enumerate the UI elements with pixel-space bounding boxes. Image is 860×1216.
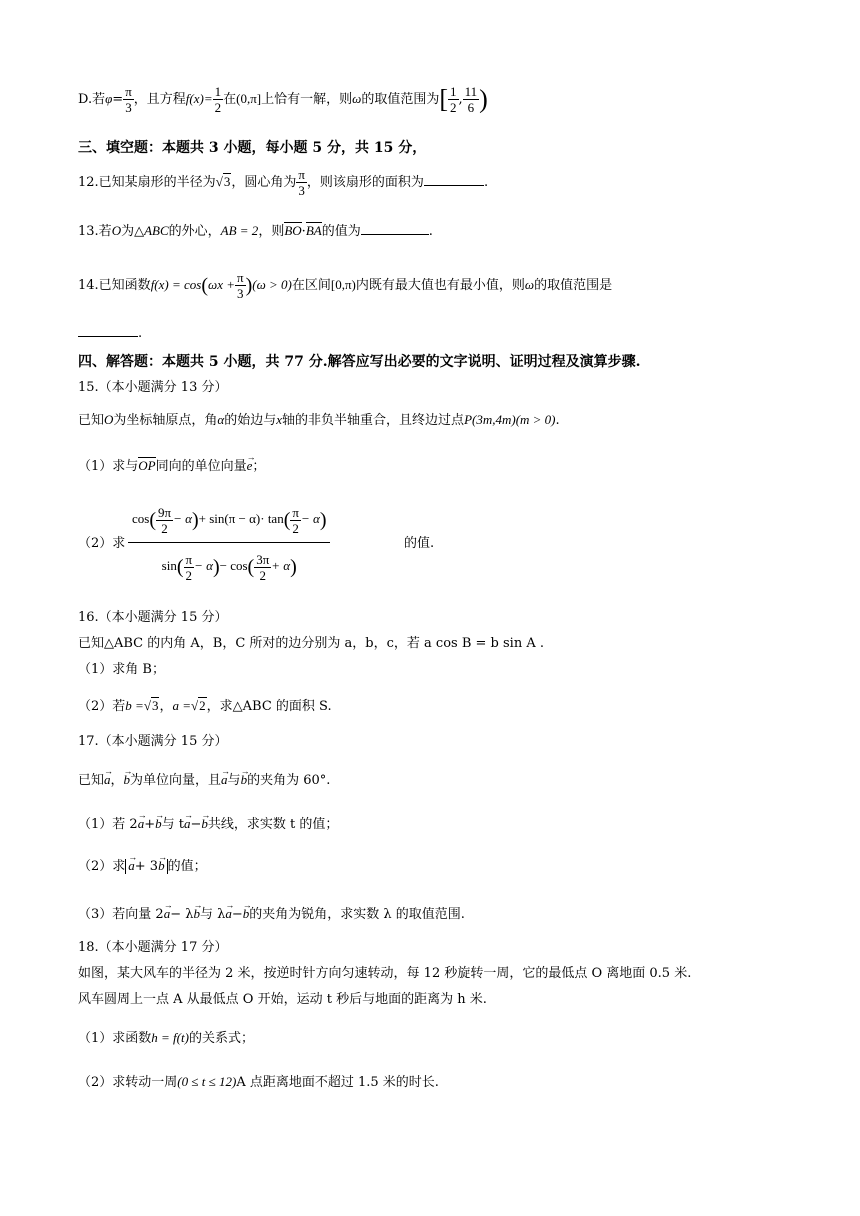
text: （1）若 2 — [78, 817, 138, 832]
vector-a: → a — [221, 770, 228, 790]
omega-symbol: ω — [352, 91, 362, 106]
vector-ba: BA — [305, 223, 322, 238]
q18-stem-line-2: 风车圆周上一点 A 从最低点 O 开始，运动 t 秒后与地面的距离为 h 米. — [78, 992, 487, 1007]
comma: ， — [110, 773, 124, 788]
q15-heading: 15.（本小题满分 13 分） — [78, 380, 228, 395]
text: 轴的非负半轴重合，且终边过点 — [282, 413, 465, 428]
pi-over-3 — [123, 84, 134, 115]
q16-stem: 已知△ABC 的内角 A，B，C 所对的边分别为 a，b，c，若 a cos B = b sin A . — [78, 636, 544, 651]
text: 的外心， — [168, 224, 221, 239]
plus-3: + 3 — [134, 859, 159, 874]
pi-over-2 — [290, 505, 301, 536]
answer-blank — [78, 322, 138, 337]
text: 与 t — [161, 817, 184, 832]
text: ，且方程 — [133, 92, 186, 107]
q12 — [78, 164, 488, 200]
text: 的夹角为锐角，求实数 λ 的取值范围. — [249, 907, 465, 922]
term: + sin(π − α)· tan — [198, 511, 284, 526]
answer-blank — [361, 220, 429, 235]
denominator: 2 — [185, 567, 193, 583]
lower-bound — [448, 84, 459, 115]
right-paren: ) — [479, 84, 488, 114]
vector-a: → a — [164, 904, 171, 924]
denominator: 2 — [450, 100, 457, 115]
denominator: 2 — [259, 567, 266, 583]
denominator: 2 — [292, 520, 299, 536]
plus: + — [144, 817, 156, 832]
numerator: π — [185, 551, 193, 567]
vector-b: → b — [155, 814, 162, 834]
numerator: 11 — [464, 84, 478, 99]
text: 与 — [227, 773, 241, 788]
text: 的夹角为 60°. — [247, 773, 331, 788]
vector-a: → a — [128, 856, 135, 876]
q16-part-1: （1）求角 B； — [78, 662, 165, 677]
q15-part-1 — [78, 456, 265, 477]
period: . — [483, 175, 489, 190]
text: （2）若 — [78, 699, 126, 714]
q11-option-d — [78, 80, 488, 118]
text: 的始边与 — [224, 413, 277, 428]
text: 在区间 — [291, 278, 331, 293]
numerator: π — [237, 270, 244, 285]
denominator: 2 — [161, 520, 168, 536]
text: ，则该扇形的面积为 — [306, 175, 424, 190]
pi-over-2 — [184, 552, 195, 583]
inner-expr: ωx + — [208, 277, 235, 292]
text: （1）求函数 — [78, 1031, 152, 1046]
fraction-numerator: cos( $\frac{9\pi}{2}$ − α)+ sin(π − α)· tan( $\frac{\pi}{2}$ − α) — [128, 496, 330, 543]
q17-part-3 — [78, 904, 465, 925]
text: 14.已知函数 — [78, 278, 151, 293]
radicand: 3 — [223, 174, 231, 189]
vector-b: → b — [241, 770, 248, 790]
b-eq: b = — [125, 698, 144, 713]
q14: 14.已知函数f(x) = cos(ωx + $\frac{\pi}{3}$ )(ω > 0)在区间[0,π)内既有最大值也有最小值，则ω的取值范围是 — [78, 270, 613, 301]
a-eq: a = — [172, 698, 191, 713]
point-o: O — [104, 412, 114, 427]
text: 内既有最大值也有最小值，则 — [355, 278, 525, 293]
x-symbol: x — [276, 412, 283, 427]
q16-heading: 16.（本小题满分 15 分） — [78, 610, 228, 625]
denominator: 2 — [214, 100, 222, 115]
vector-b: → b — [243, 904, 250, 924]
omega-condition: (ω > 0) — [252, 277, 292, 292]
text: 12.已知某扇形的半径为 — [78, 175, 216, 190]
text: A 点距离地面不超过 1.5 米的时长. — [236, 1075, 439, 1090]
fraction-denominator: sin( $\frac{\pi}{2}$ − α)− cos( $\frac{3\pi}{2}$ + α) — [161, 551, 297, 583]
radicand: 3 — [151, 698, 159, 713]
magnitude-expr — [125, 859, 167, 874]
vector-a: → a — [184, 814, 191, 834]
equals-sign: = — [112, 92, 124, 107]
q17-part-1 — [78, 814, 338, 835]
q17-stem — [78, 770, 330, 791]
minus-lambda: − λ — [170, 907, 194, 922]
text: 的取值范围是 — [534, 278, 613, 293]
denominator: 3 — [298, 183, 305, 198]
text: 同向的单位向量 — [155, 459, 247, 474]
numerator: 9π — [158, 504, 172, 520]
text: （3）若向量 2 — [78, 907, 164, 922]
left-bracket: [ — [439, 84, 448, 114]
phi-symbol: φ — [105, 91, 113, 106]
q18-part-2 — [78, 1072, 439, 1093]
function-expr: f(x) = cos — [150, 277, 202, 292]
text: 已知 — [78, 773, 105, 788]
text: （1）求与 — [78, 459, 139, 474]
sqrt-2: √2 — [191, 698, 206, 713]
ab-length: AB = 2 — [220, 223, 259, 238]
text: 在 — [223, 92, 237, 107]
period: . — [555, 413, 560, 428]
text: （2）求转动一周 — [78, 1075, 178, 1090]
numerator: π — [292, 504, 299, 520]
sqrt-3: √3 — [143, 698, 159, 713]
answer-blank — [424, 171, 484, 186]
text: 的值； — [167, 859, 207, 874]
sqrt-3: √3 — [215, 174, 231, 189]
text: 为△ — [121, 224, 145, 239]
vector-a: → a — [104, 770, 111, 790]
term: − cos — [219, 558, 248, 573]
term-tail: − α — [194, 558, 213, 573]
text: 与 λ — [199, 907, 226, 922]
q17-part-2 — [78, 856, 207, 877]
text: 共线，求实数 t 的值； — [207, 817, 339, 832]
text: 已知 — [78, 413, 105, 428]
function-expr: f(x)= — [185, 91, 213, 106]
omega-symbol: ω — [524, 277, 535, 292]
q18-stem-line-1: 如图，某大风车的半径为 2 米，按逆时针方向匀速转动，每 12 秒旋转一周，它的最低点 O 离地面 0.5 米. — [78, 966, 692, 981]
sin-fn: sin — [161, 558, 177, 573]
vector-a: → a — [225, 904, 232, 924]
three-pi-over-2 — [254, 552, 271, 583]
option-label: D.若 — [78, 92, 106, 107]
period: . — [428, 224, 433, 239]
alpha-symbol: α — [217, 412, 225, 427]
vector-b: → b — [201, 814, 208, 834]
text: ，求△ABC 的面积 S. — [206, 699, 332, 714]
text: 的关系式； — [188, 1031, 254, 1046]
q17-heading: 17.（本小题满分 15 分） — [78, 734, 228, 749]
numerator: 1 — [214, 84, 222, 99]
vector-b: → b — [124, 770, 131, 790]
interval: (0,π] — [236, 91, 262, 106]
q15-stem — [78, 410, 560, 431]
nine-pi-over-2 — [156, 505, 173, 536]
text: 为坐标轴原点，角 — [113, 413, 218, 428]
numerator: 3π — [256, 551, 270, 567]
q18-heading: 18.（本小题满分 17 分） — [78, 940, 228, 955]
pi-over-3 — [296, 167, 307, 198]
text: 的值为 — [321, 224, 361, 239]
vector-op: OP — [138, 458, 156, 473]
term-tail: − α — [173, 511, 192, 526]
function-expr: h = f(t) — [151, 1030, 189, 1045]
term-tail: − α — [300, 511, 320, 526]
q18-part-1 — [78, 1028, 254, 1049]
numerator: π — [125, 84, 132, 99]
radicand: 2 — [199, 698, 206, 713]
text: 为单位向量，且 — [130, 773, 222, 788]
denominator: 3 — [237, 286, 244, 301]
text: ，圆心角为 — [231, 175, 297, 190]
vector-a: → a — [138, 814, 145, 834]
term-tail: + α — [271, 558, 291, 573]
unit-vector-e: → e — [247, 456, 253, 476]
upper-bound — [463, 84, 480, 115]
text: （2）求 — [78, 859, 126, 874]
triangle-abc: ABC — [144, 223, 169, 238]
dot-operator: · — [301, 224, 306, 239]
comma: ， — [159, 699, 173, 714]
comma: , — [458, 92, 463, 107]
vector-b: → b — [158, 856, 165, 876]
cos-fn: cos — [132, 511, 150, 526]
numerator: π — [298, 167, 305, 182]
text: ，则 — [258, 224, 285, 239]
text: 的取值范围为 — [361, 92, 440, 107]
pi-over-3 — [235, 270, 246, 301]
text: 的值. — [404, 536, 435, 551]
text: 上恰有一解，则 — [261, 92, 353, 107]
section-3-heading: 三、填空题：本题共 3 小题，每小题 5 分，共 15 分， — [78, 140, 427, 156]
minus: − — [231, 907, 243, 922]
text: （2）求 — [78, 536, 126, 551]
interval: [0,π) — [330, 277, 356, 292]
q16-part-2 — [78, 696, 332, 717]
time-range: (0 ≤ t ≤ 12) — [177, 1074, 237, 1089]
denominator: 3 — [125, 100, 132, 115]
text: ； — [252, 459, 266, 474]
vector-bo: BO — [284, 223, 302, 238]
q14-answer-line — [78, 322, 142, 344]
big-fraction — [128, 496, 330, 589]
denominator: 6 — [467, 100, 475, 115]
section-4-heading: 四、解答题：本题共 5 小题，共 77 分.解答应写出必要的文字说明、证明过程及演算步骤. — [78, 354, 641, 370]
vector-b: → b — [193, 904, 200, 924]
minus: − — [190, 817, 202, 832]
one-half — [213, 84, 224, 115]
period: . — [138, 326, 143, 341]
point-o: O — [111, 223, 122, 238]
numerator: 1 — [450, 84, 457, 99]
point-p: P(3m,4m)(m > 0) — [464, 412, 556, 427]
text: 13.若 — [78, 224, 112, 239]
q13 — [78, 220, 433, 242]
